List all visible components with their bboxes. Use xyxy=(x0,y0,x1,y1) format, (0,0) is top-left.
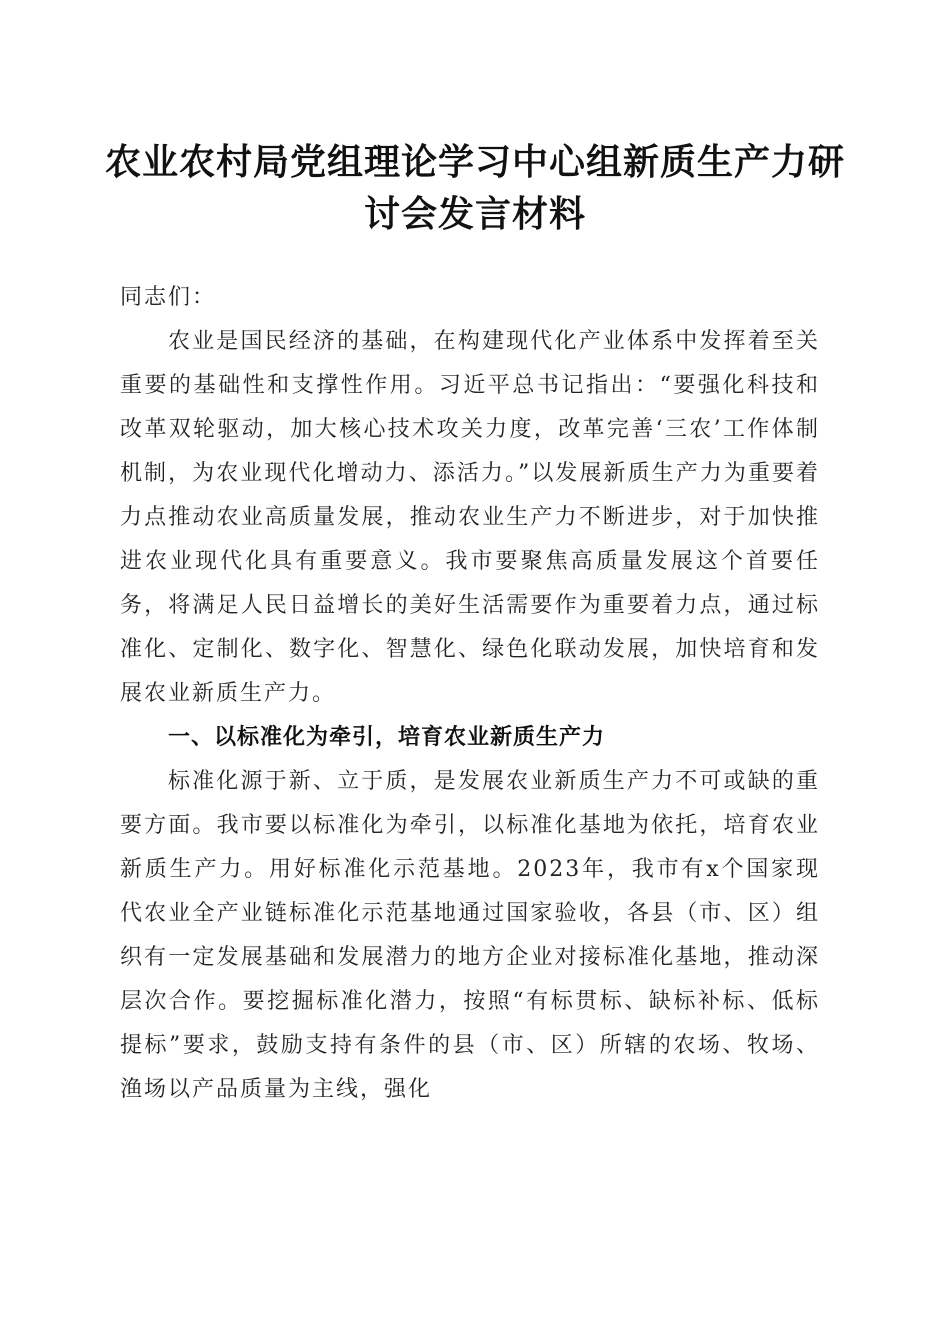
document-title: 农业农村局党组理论学习中心组新质生产力研讨会发言材料 xyxy=(104,141,845,235)
section-1-paragraph: 标准化源于新、立于质，是发展农业新质生产力不可或缺的重要方面。我市要以标准化为牵引，以标准化基地为依托，培育农业新质生产力。用好标准化示范基地。2023年，我市有x个国家现代农业全产业链标准化示范基地通过国家验收，各县（市、区）组织有一定发展基础和发展潜力的地方企业对接标准化基地，推动深层次合作。要挖掘标准化潜力，按照“有标贯标、缺标补标、低标提标”要求，鼓励支持有条件的县（市、区）所辖的农场、牧场、渔场以产品质量为主线，强化 xyxy=(120,769,820,1102)
section-heading-1: 一、以标准化为牵引，培育农业新质生产力 xyxy=(168,725,606,750)
document-body xyxy=(120,276,820,1112)
intro-paragraph: 农业是国民经济的基础，在构建现代化产业体系中发挥着至关重要的基础性和支撑性作用。习近平总书记指出：“要强化科技和改革双轮驱动，加大核心技术攻关力度，改革完善‘三农’工作体制机制，为农业现代化增动力、添活力。”以发展新质生产力为重要着力点推动农业高质量发展，推动农业生产力不断进步，对于加快推进农业现代化具有重要意义。我市要聚焦高质量发展这个首要任务，将满足人民日益增长的美好生活需要作为重要着力点，通过标准化、定制化、数字化、智慧化、绿色化联动发展，加快培育和发展农业新质生产力。 xyxy=(120,329,820,706)
salutation: 同志们： xyxy=(120,285,217,310)
